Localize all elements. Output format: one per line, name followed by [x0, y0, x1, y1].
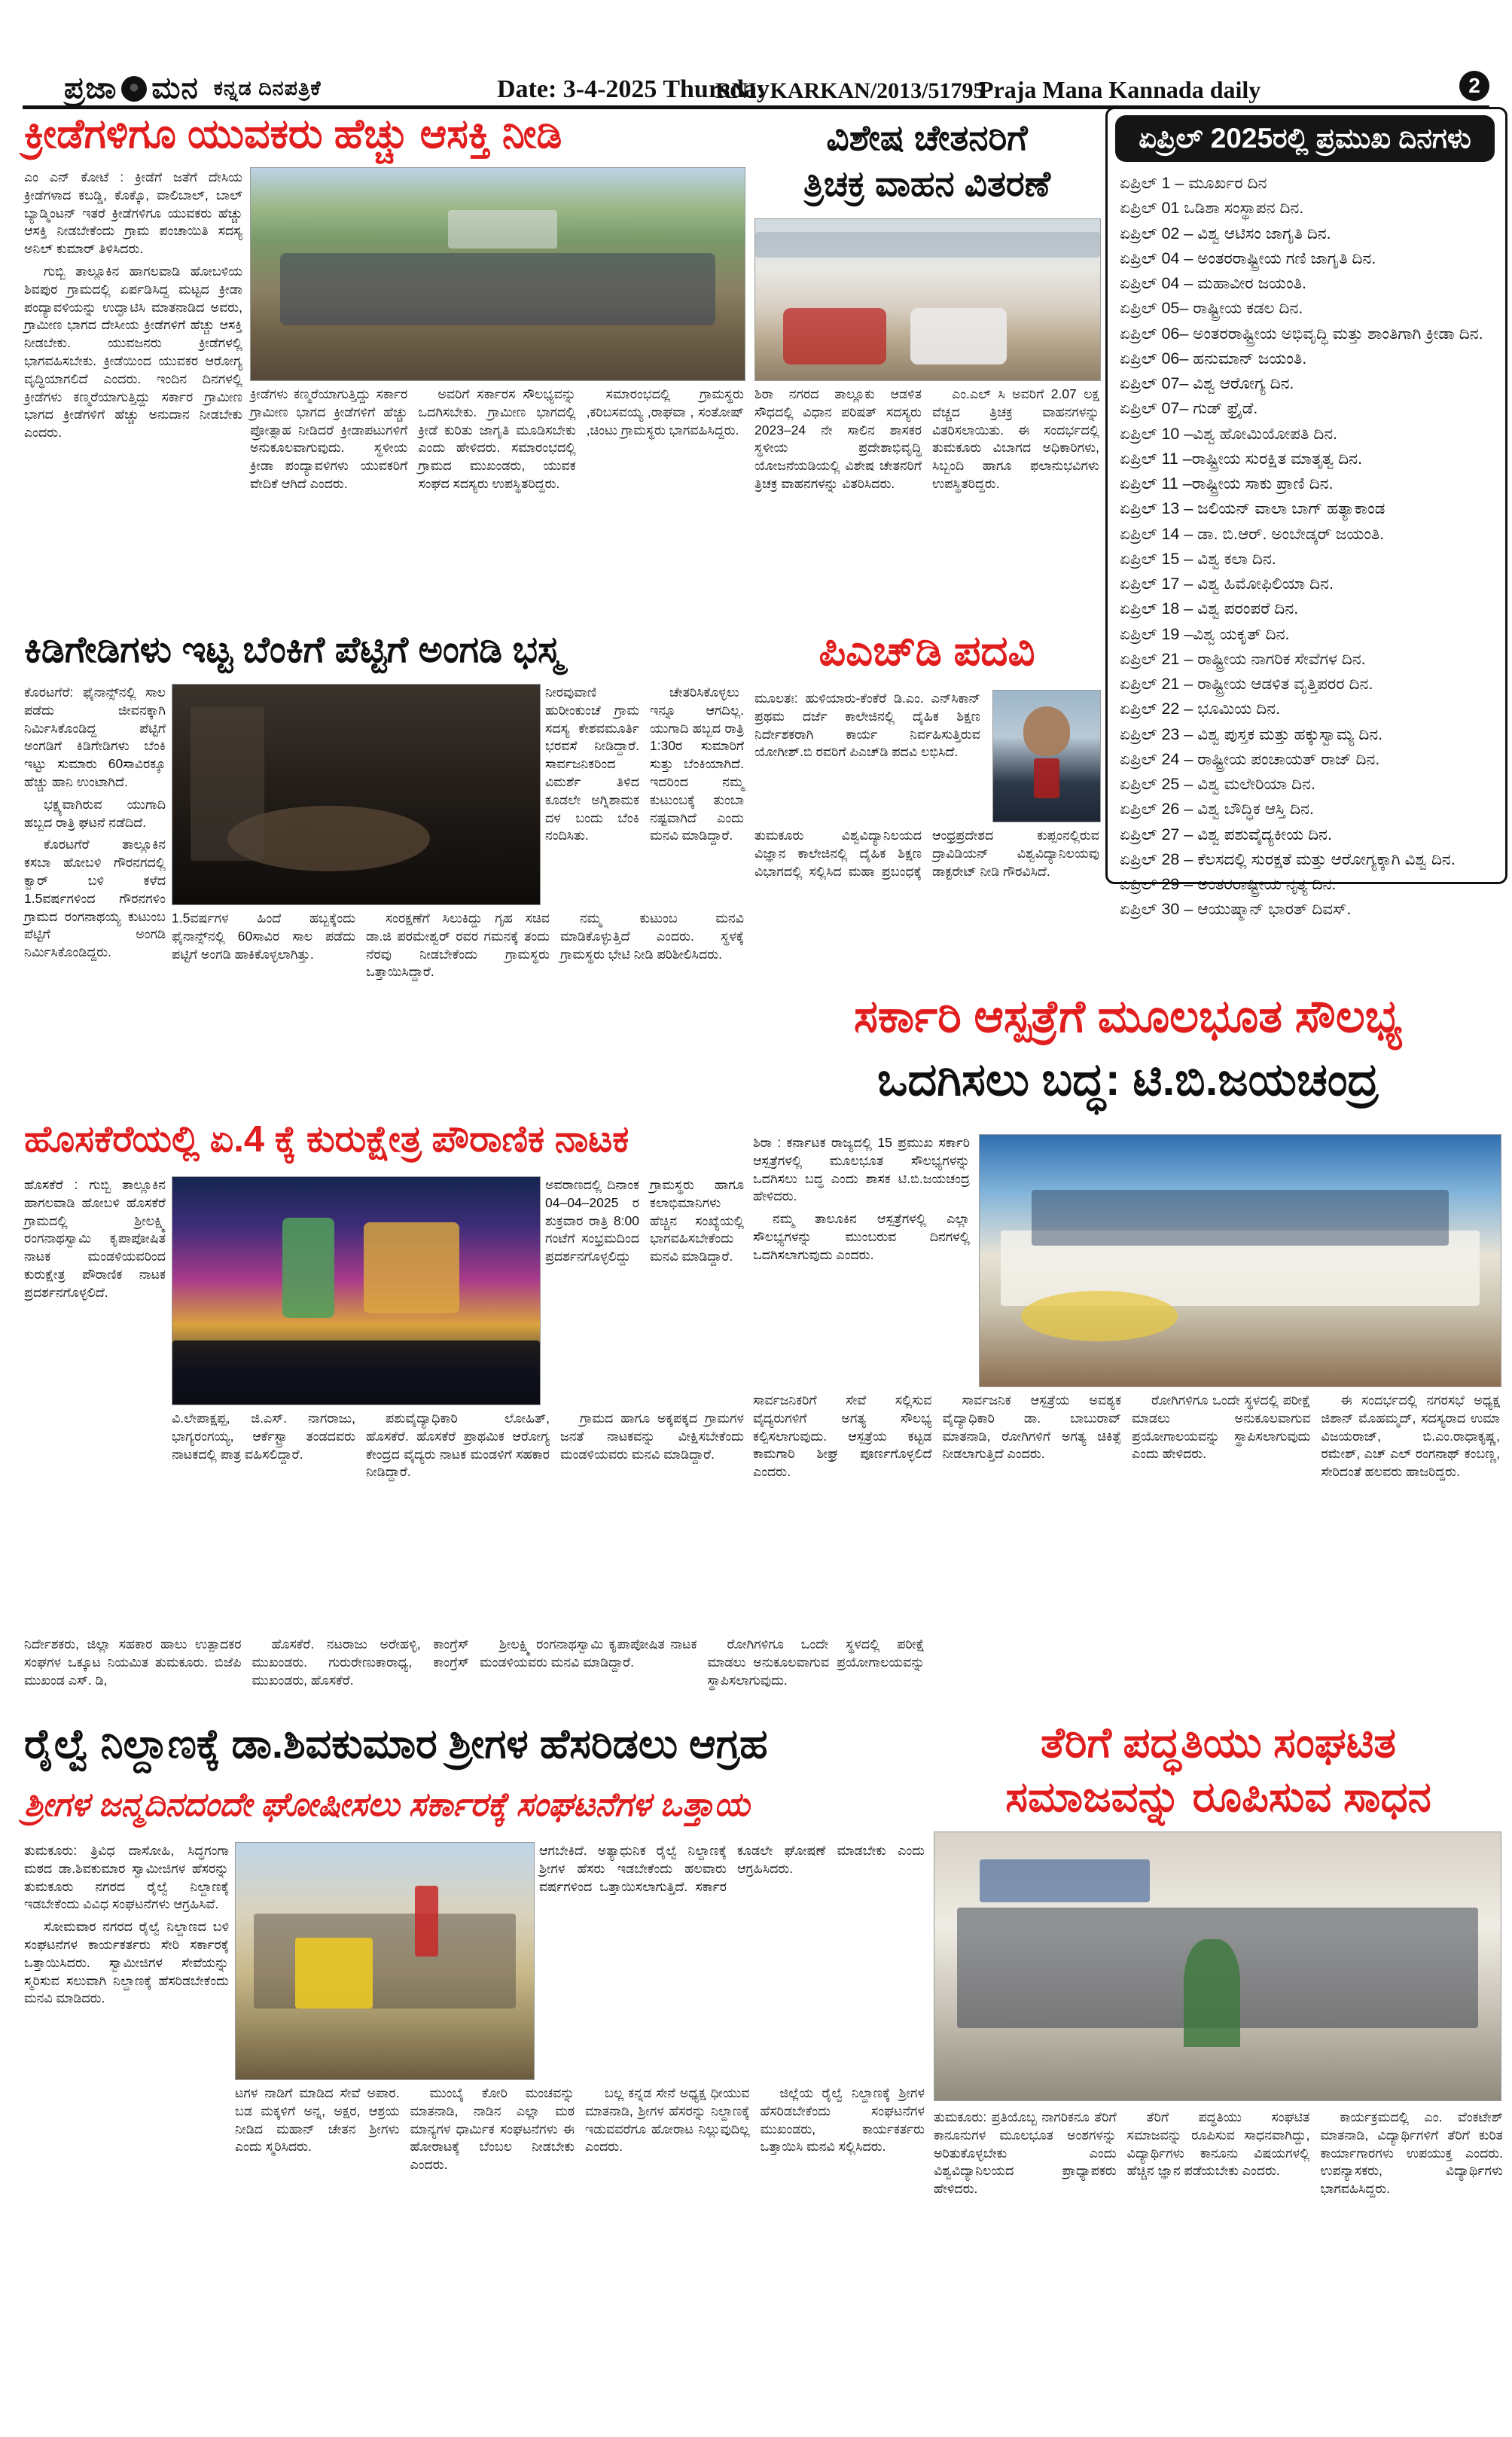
fire-photo: [172, 684, 541, 905]
railway-photo-yellow-banner: [295, 1938, 373, 2008]
drama-photo-set-backdrop: [364, 1222, 459, 1313]
april-day-item: ಏಪ್ರಿಲ್ 18 – ವಿಶ್ವ ಪರಂಪರೆ ದಿನ.: [1120, 599, 1299, 618]
railway-left-column: [24, 1842, 229, 2416]
body-paragraph: ಹೊಸಕೆರೆ : ಗುಬ್ಬಿ ತಾಲ್ಲೂಕಿನ ಹಾಗಲವಾಡಿ ಹೋಬಳಿ ಹೊಸಕೆರೆ ಗ್ರಾಮದಲ್ಲಿ ಶ್ರೀಲಕ್ಷ್ಮಿ ರಂಗನಾಥಸ್ವಾಮಿ ಕೃಪಾಪೋಷಿತ ನಾಟಕ ಮಂಡಳಿಯವರಿಂದ ಕುರುಕ್ಷೇತ್ರ ಪೌರಾಣಿಕ ನಾಟಕ ಪ್ರದರ್ಶನಗೊಳ್ಳಲಿದೆ.: [24, 1177, 166, 1300]
april-day-item: ಏಪ್ರಿಲ್ 27 – ವಿಶ್ವ ಪಶುವೈದ್ಯಕೀಯ ದಿನ.: [1120, 825, 1332, 843]
phd-headline: ಪಿಎಚ್‌ಡಿ ಪದವಿ: [818, 627, 1035, 674]
body-paragraph: ನೀರವುವಾಣಿ ಹುರೀಂಕುಂಚೆ ಗ್ರಾಮ ಸದಸ್ಯ ಕೇಶವಮೂರ್ತಿ ಭರವಸೆ ನೀಡಿದ್ದಾರೆ. ಸಾರ್ವಜನಿಕರಿಂದ ವಿಮರ್ಶೆ ತಿಳಿದ ಕೂಡಲೇ ಅಗ್ನಿಶಾಮಕ ದಳ ಬಂದು ಬೆಂಕಿ ನಂದಿಸಿತು.: [545, 685, 639, 843]
drama-right-columns: [545, 1176, 744, 1404]
hospital-headline-line2: ಒದಗಿಸಲು ಬದ್ಧ: ಟಿ.ಬಿ.ಜಯಚಂದ್ರ: [877, 1054, 1379, 1105]
body-paragraph: ಗ್ರಾಮದ ಹಾಗೂ ಅಕ್ಕಪಕ್ಕದ ಗ್ರಾಮಗಳ ಜನತೆ ನಾಟಕವನ್ನು ವೀಕ್ಷಿಸಬೇಕೆಂದು ಮಂಡಳಿಯವರು ಮನವಿ ಮಾಡಿದ್ದಾರೆ.: [560, 1411, 744, 1462]
body-paragraph: ತುಮಕೂರು: ಪ್ರತಿಯೊಬ್ಬ ನಾಗರಿಕನೂ ತೆರಿಗೆ ಕಾನೂನುಗಳ ಮೂಲಭೂತ ಅಂಶಗಳನ್ನು ಅರಿತುಕೊಳ್ಳಬೇಕು ಎಂದು ವಿಶ್ವವಿದ್ಯಾನಿಲಯದ ಪ್ರಾಧ್ಯಾಪಕರು ಹೇಳಿದರು.: [934, 2109, 1117, 2197]
fire-right-columns: [545, 684, 744, 904]
body-paragraph: ಎಂ.ಎಲ್ ಸಿ ಅವರಿಗೆ 2.07 ಲಕ್ಷ ವೆಚ್ಚದ ತ್ರಿಚಕ್ರ ವಾಹನಗಳನ್ನು ವಿತರಿಸಲಾಯಿತು. ಈ ಸಂದರ್ಭದಲ್ಲಿ ತುಮಕೂರು ವಿಬಾಗದ ಅಧಿಕಾರಿಗಳು, ಸಿಬ್ಬಂದಿ ಹಾಗೂ ಫಲಾನುಭವಿಗಳು ಉಪಸ್ಥಿತರಿದ್ದರು.: [932, 386, 1099, 491]
hospital-lead-column: [753, 1134, 970, 1386]
phd-body-top: [754, 690, 980, 822]
body-paragraph: ಚೇತರಿಸಿಕೊಳ್ಳಲು ಇನ್ನೂ ಆಗದಿಲ್ಲ. ಯುಗಾದಿ ಹಬ್ಬದ ರಾತ್ರಿ 1:30ರ ಸುಮಾರಿಗೆ ಸುತ್ತು ಬೆಂಕಿಯಾಗಿದೆ. ಇದರಿಂದ ನಮ್ಮ ಕುಟುಂಬಕ್ಕೆ ತುಂಬಾ ನಷ್ಟವಾಗಿದೆ ಎಂದು ಮನವಿ ಮಾಡಿದ್ದಾರೆ.: [650, 685, 744, 843]
drama-bottom-columns: [172, 1410, 744, 1631]
body-paragraph: ಅವರಾಣದಲ್ಲಿ ದಿನಾಂಕ 04–04–2025 ರ ಶುಕ್ರವಾರ ರಾತ್ರಿ 8:00 ಗಂಟೆಗೆ ಸಂಭ್ರಮದಿಂದ ಪ್ರದರ್ಶನಗೊಳ್ಳಲಿದ್ದು ಗ್ರಾಮಸ್ಥರು ಹಾಗೂ ಕಲಾಭಿಮಾನಿಗಳು ಹೆಚ್ಚಿನ ಸಂಖ್ಯೆಯಲ್ಲಿ ಭಾಗವಹಿಸಬೇಕೆಂದು ಮನವಿ ಮಾಡಿದ್ದಾರೆ.: [545, 1177, 744, 1264]
body-paragraph: ಕ್ರೀಡೆಗಳು ಕಣ್ಮರೆಯಾಗುತ್ತಿದ್ದು ಸರ್ಕಾರ ಗ್ರಾಮೀಣ ಭಾಗದ ಕ್ರೀಡೆಗಳಿಗೆ ಹೆಚ್ಚು ಪ್ರೋತ್ಸಾಹ ನೀಡಿದರೆ ಕ್ರೀಡಾಪಟುಗಳಿಗೆ ಅನುಕೂಲವಾಗುವುದು. ಸ್ಥಳೀಯ ಕ್ರೀಡಾ ಪಂದ್ಯಾವಳಿಗಳು ಯುವಕರಿಗೆ ವೇದಿಕೆ ಆಗಿದೆ ಎಂದರು.: [250, 386, 408, 491]
railway-right-columns: [539, 1842, 925, 2079]
body-paragraph: ತುಮಕೂರು: ತ್ರಿವಿಧ ದಾಸೋಹಿ, ಸಿದ್ಧಗಂಗಾ ಮಠದ ಡಾ.ಶಿವಕುಮಾರ ಸ್ವಾಮೀಜಿಗಳ ಹೆಸರನ್ನು ತುಮಕೂರು ನಗರದ ರೈಲ್ವೆ ನಿಲ್ದಾಣಕ್ಕೆ ಇಡಬೇಕೆಂದು ವಿವಿಧ ಸಂಘಟನೆಗಳು ಆಗ್ರಹಿಸಿವೆ.: [24, 1843, 229, 1912]
sports-photo: [250, 167, 745, 381]
april-day-item: ಏಪ್ರಿಲ್ 14 – ಡಾ. ಬಿ.ಆರ್. ಅಂಬೇಡ್ಕರ್ ಜಯಂತಿ.: [1120, 524, 1385, 543]
april-day-item: ಏಪ್ರಿಲ್ 05– ರಾಷ್ಟ್ರೀಯ ಕಡಲ ದಿನ.: [1120, 299, 1303, 318]
april-day-item: ಏಪ್ರಿಲ್ 28 – ಕೆಲಸದಲ್ಲಿ ಸುರಕ್ಷತೆ ಮತ್ತು ಆರೋಗ್ಯಕ್ಕಾಗಿ ವಿಶ್ವ ದಿನ.: [1120, 849, 1456, 868]
trichakra-photo-red-scooter: [783, 308, 886, 364]
body-paragraph: ಕೊರಟಗೆರೆ ತಾಲ್ಲೂಕಿನ ಕಸಬಾ ಹೋಬಳಿ ಗೌರನಗದಲ್ಲಿ ಕ್ವಾರ್ ಬಳಿ ಕಳೆದ 1.5ವರ್ಷಗಳಿಂದ ಗೌರನಗಳಿಂ ಗ್ರಾಮದ ರಂಗನಾಥಯ್ಯ ಕುಟುಂಬ ಪೆಟ್ಟಿಗೆ ಅಂಗಡಿ ನಿರ್ಮಿಸಿಕೊಂಡಿದ್ದರು.: [24, 837, 166, 960]
body-paragraph: ಶಿರಾ ನಗರದ ತಾಲ್ಲೂಕು ಆಡಳಿತ ಸೌಧದಲ್ಲಿ ವಿಧಾನ ಪರಿಷತ್ ಸದಸ್ಯರು 2023–24 ನೇ ಸಾಲಿನ ಶಾಸಕರ ಸ್ಥಳೀಯ ಪ್ರದೇಶಾಭಿವೃದ್ಧಿ ಯೋಜನೆಯಡಿಯಲ್ಲಿ ವಿಶೇಷ ಚೇತನರಿಗೆ ತ್ರಿಚಕ್ರ ವಾಹನಗಳನ್ನು ವಿತರಿಸಿದರು.: [754, 386, 922, 491]
april-day-item: ಏಪ್ರಿಲ್ 29 – ಅಂತರರಾಷ್ಟ್ರೀಯ ನೃತ್ಯ ದಿನ.: [1120, 875, 1337, 893]
body-paragraph: ಸಾರ್ವಜನಿಕ ಆಸ್ಪತ್ರೆಯ ಅವಶ್ಯಕ ವೈದ್ಯಾಧಿಕಾರಿ ಡಾ. ಬಾಬುರಾವ್ ಮಾತನಾಡಿ, ರೋಗಿಗಳಿಗೆ ಅಗತ್ಯ ಚಿಕಿತ್ಸೆ ನೀಡಲಾಗುತ್ತಿದೆ ಎಂದರು.: [942, 1392, 1121, 1462]
april-day-item: ಏಪ್ರಿಲ್ 01 ಒಡಿಶಾ ಸಂಸ್ಥಾಪನ ದಿನ.: [1120, 199, 1304, 218]
april-day-item: ಏಪ್ರಿಲ್ 04 – ಮಹಾವೀರ ಜಯಂತಿ.: [1120, 274, 1306, 292]
fire-photo-charred-wall: [191, 706, 264, 860]
body-paragraph: ಕೊರಟಗೆರೆ: ಫೈನಾನ್ಸ್‌ನಲ್ಲಿ ಸಾಲ ಪಡೆದು ಜೀವನಕ್ಕಾಗಿ ನಿರ್ಮಿಸಿಕೊಂಡಿದ್ದ ಪೆಟ್ಟಿಗೆ ಅಂಗಡಿಗೆ ಕಿಡಿಗೇಡಿಗಳು ಬೆಂಕಿ ಇಟ್ಟು ಸುಮಾರು 60ಸಾವಿರಕ್ಕೂ ಹೆಚ್ಚು ಹಾನಿ ಉಂಟಾಗಿದೆ.: [24, 685, 166, 789]
body-paragraph: ವಿ.ಲೇಪಾಕ್ಷಪ್ಪ, ಜಿ.ಎಸ್. ನಾಗರಾಜು, ಭಾಗ್ಯರಂಗಯ್ಯ, ಆರ್ಕೆಸ್ಟ್ರಾ ತಂಡದವರು ನಾಟಕದಲ್ಲಿ ಪಾತ್ರ ವಹಿಸಲಿದ್ದಾರೆ.: [172, 1411, 355, 1462]
masthead-emblem-icon: [121, 76, 147, 102]
body-paragraph: ಗುಬ್ಬಿ ತಾಲ್ಲೂಕಿನ ಹಾಗಲವಾಡಿ ಹೋಬಳಿಯ ಶಿವಪುರ ಗ್ರಾಮದಲ್ಲಿ ಏರ್ಪಡಿಸಿದ್ದ ಮಟ್ಟದ ಕ್ರೀಡಾ ಪಂದ್ಯಾವಳಿಯನ್ನು ಉದ್ಘಾಟಿಸಿ ಮಾತನಾಡಿದ ಅವರು, ಗ್ರಾಮೀಣ ಭಾಗದ ದೇಸೀಯ ಕ್ರೀಡೆಗಳಿಗೆ ಹೆಚ್ಚು ಆಸಕ್ತಿ ನೀಡಬೇಕು. ಯುವಜನರು ಕ್ರೀಡೆಗಳಲ್ಲಿ ಭಾಗವಹಿಸಬೇಕು. ಕ್ರೀಡೆಯಿಂದ ಯುವಕರ ಆರೋಗ್ಯ ವೃದ್ಧಿಯಾಗಲಿದೆ ಎಂದರು. ಇಂದಿನ ದಿನಗಳಲ್ಲಿ ಕ್ರೀಡೆಗಳು ಕಣ್ಮರೆಯಾಗುತ್ತಿದ್ದು ಸರ್ಕಾರ ಗ್ರಾಮೀಣ ಭಾಗದ ಕ್ರೀಡೆಗಳಿಗೆ ಹೆಚ್ಚು ಅನುದಾನ ನೀಡಬೇಕು ಎಂದರು.: [24, 263, 242, 441]
hospital-photo: [979, 1134, 1501, 1387]
body-paragraph: ರೋಗಿಗಳಿಗೂ ಒಂದೇ ಸ್ಥಳದಲ್ಲಿ ಪರೀಕ್ಷೆ ಮಾಡಲು ಅನುಕೂಲವಾಗುವ ಪ್ರಯೋಗಾಲಯವನ್ನು ಸ್ಥಾಪಿಸಲಾಗುವುದು ಎಂದು ಹೇಳಿದರು.: [1132, 1392, 1311, 1462]
tax-headline-line2: ಸಮಾಜವನ್ನು ರೂಪಿಸುವ ಸಾಧನ: [1005, 1773, 1431, 1820]
april-day-item: ಏಪ್ರಿಲ್ 25 – ವಿಶ್ವ ಮಲೇರಿಯಾ ದಿನ.: [1120, 775, 1315, 793]
tax-headline-line1: ತೆರಿಗೆ ಪದ್ಧತಿಯು ಸಂಘಟಿತ: [1040, 1719, 1397, 1766]
body-paragraph: ಆಗಬೇಕಿದೆ. ಅತ್ಯಾಧುನಿಕ ರೈಲ್ವೆ ನಿಲ್ದಾಣಕ್ಕೆ ಶ್ರೀಗಳ ಹೆಸರು ಇಡಬೇಕೆಂದು ಹಲವಾರು ವರ್ಷಗಳಿಂದ ಒತ್ತಾಯಿಸಲಾಗುತ್ತಿದೆ. ಸರ್ಕಾರ ಕೂಡಲೇ ಘೋಷಣೆ ಮಾಡಬೇಕು ಎಂದು ಆಗ್ರಹಿಸಿದರು.: [539, 1843, 925, 1894]
tax-body-columns: [934, 2109, 1503, 2416]
body-paragraph: ಮುಂಬೈ ಕೋರಿ ಮಂಚವನ್ನು ಮಾತನಾಡಿ, ನಾಡಿನ ಎಲ್ಲಾ ಮಠ ಮಾನ್ಯಗಳ ಧಾರ್ಮಿಕ ಸಂಘಟನೆಗಳು ಈ ಹೋರಾಟಕ್ಕೆ ಬೆಂಬಲ ನೀಡಬೇಕು ಎಂದರು.: [410, 2085, 575, 2173]
body-paragraph: ಭಕ್ಷ್ಯವಾಗಿರುವ ಯುಗಾದಿ ಹಬ್ಬದ ರಾತ್ರಿ ಘಟನೆ ನಡೆದಿದೆ.: [24, 796, 166, 830]
april-day-item: ಏಪ್ರಿಲ್ 22 – ಭೂಮಿಯ ದಿನ.: [1120, 700, 1281, 718]
body-paragraph: ಹೊಸಕೆರೆ. ನಟರಾಜು ಅರೇಹಳ್ಳಿ, ಕಾಂಗ್ರೆಸ್ ಮುಖಂಡರು. ಗುರುರೇಣುಕಾರಾಧ್ಯ, ಕಾಂಗ್ರೆಸ್ ಮುಖಂಡರು, ಹೊಸಕೆರೆ.: [251, 1636, 469, 1688]
april-day-item: ಏಪ್ರಿಲ್ 11 –ರಾಷ್ಟ್ರೀಯ ಸಾಕು ಪ್ರಾಣಿ ದಿನ.: [1120, 474, 1334, 493]
body-paragraph: ಸಾರ್ವಜನಿಕರಿಗೆ ಸೇವೆ ಸಲ್ಲಿಸುವ ವೈದ್ಯರುಗಳಿಗೆ ಅಗತ್ಯ ಸೌಲಭ್ಯ ಕಲ್ಪಿಸಲಾಗುವುದು. ಆಸ್ಪತ್ರೆಯ ಕಟ್ಟಡ ಕಾಮಗಾರಿ ಶೀಘ್ರ ಪೂರ್ಣಗೊಳ್ಳಲಿದೆ ಎಂದರು.: [753, 1392, 932, 1480]
phd-portrait-tie: [1034, 758, 1059, 798]
april-days-box: [1105, 107, 1507, 919]
drama-tail-columns: [24, 1636, 925, 1716]
body-paragraph: ಪಶುವೈದ್ಯಾಧಿಕಾರಿ ಲೋಹಿತ್, ಹೊಸಕೆರೆ. ಹೊಸಕೆರೆ ಪ್ರಾಥಮಿಕ ಆರೋಗ್ಯ ಕೇಂದ್ರದ ವೈದ್ಯರು ನಾಟಕ ಮಂಡಳಿಗೆ ಸಹಕಾರ ನೀಡಿದ್ದಾರೆ.: [366, 1411, 550, 1480]
sports-lead-column: [24, 169, 242, 630]
phd-portrait-photo: [992, 690, 1101, 822]
trichakra-body-columns: [754, 386, 1099, 630]
april-day-item: ಏಪ್ರಿಲ್ 10 –ವಿಶ್ವ ಹೋಮಿಯೋಪತಿ ದಿನ.: [1120, 424, 1338, 443]
april-day-item: ಏಪ್ರಿಲ್ 07– ವಿಶ್ವ ಆರೋಗ್ಯ ದಿನ.: [1120, 374, 1294, 392]
masthead-logo: [64, 72, 322, 105]
railway-photo-red-flag: [415, 1886, 439, 1957]
body-paragraph: ಕಾರ್ಯಕ್ರಮದಲ್ಲಿ ಎಂ. ವೆಂಕಟೇಶ್ ಮಾತನಾಡಿ, ವಿದ್ಯಾರ್ಥಿಗಳಿಗೆ ತೆರಿಗೆ ಕುರಿತ ಕಾರ್ಯಾಗಾರಗಳು ಉಪಯುಕ್ತ ಎಂದರು. ಉಪನ್ಯಾಸಕರು, ವಿದ್ಯಾರ್ಥಿಗಳು ಭಾಗವಹಿಸಿದ್ದರು.: [1320, 2109, 1503, 2197]
drama-photo-audience: [172, 1341, 540, 1405]
tax-photo: [934, 1832, 1501, 2101]
body-paragraph: ನಮ್ಮ ತಾಲೂಕಿನ ಆಸ್ಪತ್ರೆಗಳಲ್ಲಿ ಎಲ್ಲಾ ಸೌಲಭ್ಯಗಳನ್ನು ಮುಂಬರುವ ದಿನಗಳಲ್ಲಿ ಒದಗಿಸಲಾಗುವುದು ಎಂದರು.: [753, 1211, 970, 1262]
april-day-item: ಏಪ್ರಿಲ್ 07– ಗುಡ್ ಫ್ರೈಡೆ.: [1120, 399, 1258, 418]
sports-body-columns: [250, 386, 744, 630]
body-paragraph: ಎಂ ಎನ್ ಕೋಟೆ : ಕ್ರೀಡೆಗೆ ಜತೆಗೆ ದೇಸಿಯ ಕ್ರೀಡೆಗಳಾದ ಕಬಡ್ಡಿ, ಕೊಕ್ಕೊ, ವಾಲಿಬಾಲ್, ಬಾಲ್ ಬ್ಯಾಡ್ಮಿಂಟನ್ ಇತರೆ ಕ್ರೀಡೆಗಳಿಗೂ ಯುವಕರು ಹೆಚ್ಚು ಆಸಕ್ತಿ ನೀಡಬೇಕೆಂದು ಗ್ರಾಮ ಪಂಚಾಯಿತಿ ಸದಸ್ಯ ಅನಿಲ್ ಕುಮಾರ್ ತಿಳಿಸಿದರು.: [24, 169, 242, 257]
april-day-item: ಏಪ್ರಿಲ್ 13 – ಜಲಿಯನ್ ವಾಲಾ ಬಾಗ್ ಹತ್ಯಾಕಾಂಡ: [1120, 499, 1385, 518]
april-day-item: ಏಪ್ರಿಲ್ 26 – ವಿಶ್ವ ಬೌದ್ಧಿಕ ಆಸ್ತಿ ದಿನ.: [1120, 800, 1314, 819]
fire-headline: ಕಿಡಿಗೇಡಿಗಳು ಇಟ್ಟ ಬೆಂಕಿಗೆ ಪೆಟ್ಟಿಗೆ ಅಂಗಡಿ ಭಸ್ಮ: [24, 630, 562, 670]
masthead-subtitle: ಕನ್ನಡ ದಿನಪತ್ರಿಕೆ: [213, 76, 322, 99]
body-paragraph: 1.5ವರ್ಷಗಳ ಹಿಂದೆ ಹಬ್ಬಕ್ಕೆಂದು ಫೈನಾನ್ಸ್‌ನಲ್ಲಿ 60ಸಾವಿರ ಸಾಲ ಪಡೆದು ಪಟ್ಟಿಗೆ ಅಂಗಡಿ ಹಾಕಿಕೊಳ್ಳಲಾಗಿತ್ತು.: [172, 910, 355, 962]
april-day-item: ಏಪ್ರಿಲ್ 06– ಅಂತರರಾಷ್ಟ್ರೀಯ ಅಭಿವೃದ್ಧಿ ಮತ್ತು ಶಾಂತಿಗಾಗಿ ಕ್ರೀಡಾ ದಿನ.: [1120, 324, 1483, 343]
body-paragraph: ಸಮಾರಂಭದಲ್ಲಿ ಗ್ರಾಮಸ್ಥರು ,ಕರಿಬಸವಯ್ಯ ,ರಾಘವಾ , ಸಂತೋಷ್ ,ಚಿಂಟು ಗ್ರಾಮಸ್ಥರು ಭಾಗವಹಿಸಿದ್ದರು.: [586, 386, 744, 438]
railway-photo-crowd: [254, 1914, 516, 2008]
april-day-item: ಏಪ್ರಿಲ್ 23 – ವಿಶ್ವ ಪುಸ್ತಕ ಮತ್ತು ಹಕ್ಕುಸ್ವಾಮ್ಯ ದಿನ.: [1120, 724, 1383, 743]
body-paragraph: ಮೂಲತಃ: ಹುಳಿಯಾರು-ಕೆಂಕೆರೆ ಡಿ.ಎಂ. ಎನ್‌ಸಿಕಾನ್ ಪ್ರಥಮ ದರ್ಜೆ ಕಾಲೇಜಿನಲ್ಲಿ ದೈಹಿಕ ಶಿಕ್ಷಣ ನಿರ್ದೇಶಕರಾಗಿ ಕಾರ್ಯ ನಿರ್ವಹಿಸುತ್ತಿರುವ ಯೋಗೀಶ್.ಬಿ ರವರಿಗೆ ಪಿಎಚ್‌ಡಿ ಪದವಿ ಲಭಿಸಿದೆ.: [754, 691, 980, 760]
tax-photo-banner: [980, 1859, 1150, 1902]
body-paragraph: ತೆರಿಗೆ ಪದ್ಧತಿಯು ಸಂಘಟಿತ ಸಮಾಜವನ್ನು ರೂಪಿಸುವ ಸಾಧನವಾಗಿದ್ದು, ವಿದ್ಯಾರ್ಥಿಗಳು ಕಾನೂನು ವಿಷಯಗಳಲ್ಲಿ ಹೆಚ್ಚಿನ ಜ್ಞಾನ ಪಡೆಯಬೇಕು ಎಂದರು.: [1126, 2109, 1310, 2179]
april-day-item: ಏಪ್ರಿಲ್ 11 –ರಾಷ್ಟ್ರೀಯ ಸುರಕ್ಷಿತ ಮಾತೃತ್ವ ದಿನ.: [1120, 449, 1363, 468]
body-paragraph: ಈ ಸಂದರ್ಭದಲ್ಲಿ ನಗರಸಭೆ ಅಧ್ಯಕ್ಷ ಜಿಶಾನ್ ಮೊಹಮ್ಮದ್, ಸದಸ್ಯರಾದ ಉಮಾ ವಿಜಯರಾಜ್, ಬಿ.ಎಂ.ರಾಧಾಕೃಷ್ಣ, ರಮೇಶ್, ಎಚ್ ಎಲ್ ರಂಗನಾಥ್ ಕಂಬಣ್ಣ, ಸೇರಿದಂತೆ ಹಲವರು ಹಾಜರಿದ್ದರು.: [1321, 1392, 1500, 1480]
body-paragraph: ತುಮಕೂರು ವಿಶ್ವವಿದ್ಯಾನಿಲಯದ ವಿಜ್ಞಾನ ಕಾಲೇಜಿನಲ್ಲಿ ದೈಹಿಕ ಶಿಕ್ಷಣ ವಿಭಾಗದಲ್ಲಿ ಸಲ್ಲಿಸಿದ ಮಹಾ ಪ್ರಬಂಧಕ್ಕೆ ಆಂಧ್ರಪ್ರದೇಶದ ಕುಪ್ಪಂನಲ್ಲಿರುವ ದ್ರಾವಿಡಿಯನ್ ವಿಶ್ವವಿದ್ಯಾನಿಲಯವು ಡಾಕ್ಟರೇಟ್ ನೀಡಿ ಗೌರವಿಸಿದೆ.: [754, 828, 1099, 879]
trichakra-photo-building: [755, 232, 1100, 258]
body-paragraph: ಸೋಮವಾರ ನಗರದ ರೈಲ್ವೆ ನಿಲ್ದಾಣದ ಬಳಿ ಸಂಘಟನೆಗಳ ಕಾರ್ಯಕರ್ತರು ಸೇರಿ ಸರ್ಕಾರಕ್ಕೆ ಒತ್ತಾಯಿಸಿದರು. ಸ್ವಾಮೀಜಿಗಳ ಸೇವೆಯನ್ನು ಸ್ಮರಿಸುವ ಸಲುವಾಗಿ ನಿಲ್ದಾಣಕ್ಕೆ ಹೆಸರಿಡಬೇಕೆಂದು ಮನವಿ ಮಾಡಿದರು.: [24, 1919, 229, 2006]
header-rni: RNI: KARKAN/2013/51795: [715, 78, 985, 103]
masthead-kannada-right: ಮನ: [151, 72, 199, 105]
drama-headline: ಹೊಸಕೆರೆಯಲ್ಲಿ ಏ.4 ಕ್ಕೆ ಕುರುಕ್ಷೇತ್ರ ಪೌರಾಣಿಕ ನಾಟಕ: [24, 1119, 629, 1160]
april-day-item: ಏಪ್ರಿಲ್ 15 – ವಿಶ್ವ ಕಲಾ ದಿನ.: [1120, 549, 1276, 568]
fire-bottom-columns: [172, 910, 744, 1113]
trichakra-headline-line2: ತ್ರಿಚಕ್ರ ವಾಹನ ವಿತರಣೆ: [803, 163, 1050, 204]
body-paragraph: ನಿರ್ದೇಶಕರು, ಜಿಲ್ಲಾ ಸಹಕಾರ ಹಾಲು ಉತ್ಪಾದಕರ ಸಂಘಗಳ ಒಕ್ಕೂಟ ನಿಯಮಿತ ತುಮಕೂರು. ಬಿಜೆಪಿ ಮುಖಂಡ ಎಸ್. ಡಿ,: [24, 1636, 242, 1688]
hospital-photo-people-row: [1032, 1190, 1449, 1245]
trichakra-photo-white-scooter: [910, 308, 1007, 364]
tax-photo-plant: [1184, 1939, 1240, 2046]
body-paragraph: ಬಲ್ಲ ಕನ್ನಡ ಸೇನೆ ಅಧ್ಯಕ್ಷ ಧೀಯುವ ಮಾತನಾಡಿ, ಶ್ರೀಗಳ ಹೆಸರನ್ನು ನಿಲ್ದಾಣಕ್ಕೆ ಇಡುವವರೆಗೂ ಹೋರಾಟ ನಿಲ್ಲುವುದಿಲ್ಲ ಎಂದರು.: [585, 2085, 750, 2155]
header-date: Date: 3-4-2025 Thursday: [497, 75, 770, 103]
railway-headline: ರೈಲ್ವೆ ನಿಲ್ದಾಣಕ್ಕೆ ಡಾ.ಶಿವಕುಮಾರ ಶ್ರೀಗಳ ಹೆಸರಿಡಲು ಆಗ್ರಹ: [24, 1722, 768, 1767]
railway-bottom-columns: [235, 2085, 925, 2416]
april-day-item: ಏಪ್ರಿಲ್ 06– ಹನುಮಾನ್ ಜಯಂತಿ.: [1120, 349, 1307, 368]
april-day-item: ಏಪ್ರಿಲ್ 1 – ಮೂರ್ಖರ ದಿನ: [1120, 174, 1267, 192]
fire-left-column: [24, 684, 166, 1113]
april-box-title: ಏಪ್ರಿಲ್ 2025ರಲ್ಲಿ ಪ್ರಮುಖ ದಿನಗಳು: [1115, 115, 1495, 162]
body-paragraph: ಟಗಳ ನಾಡಿಗೆ ಮಾಡಿದ ಸೇವೆ ಅಪಾರ. ಬಡ ಮಕ್ಕಳಿಗೆ ಅನ್ನ, ಅಕ್ಷರ, ಆಶ್ರಯ ನೀಡಿದ ಮಹಾನ್ ಚೇತನ ಶ್ರೀಗಳು ಎಂದು ಸ್ಮರಿಸಿದರು.: [235, 2085, 400, 2155]
trichakra-headline-line1: ವಿಶೇಷ ಚೇತನರಿಗೆ: [826, 117, 1028, 157]
april-day-item: ಏಪ್ರಿಲ್ 17 – ವಿಶ್ವ ಹಿಮೋಫಿಲಿಯಾ ದಿನ.: [1120, 575, 1334, 593]
sports-photo-crowd: [280, 253, 715, 325]
page-number-badge: 2: [1459, 71, 1489, 101]
april-day-item: ಏಪ್ರಿಲ್ 30 – ಆಯುಷ್ಮಾನ್ ಭಾರತ್ ದಿವಸ್.: [1120, 900, 1352, 919]
body-paragraph: ಜಿಲ್ಲೆಯ ರೈಲ್ವೆ ನಿಲ್ದಾಣಕ್ಕೆ ಶ್ರೀಗಳ ಹೆಸರಿಡಬೇಕೆಂದು ಸಂಘಟನೆಗಳ ಮುಖಂಡರು, ಕಾರ್ಯಕರ್ತರು ಒತ್ತಾಯಿಸಿ ಮನವಿ ಸಲ್ಲಿಸಿದರು.: [760, 2085, 925, 2155]
body-paragraph: ಶಿರಾ : ಕರ್ನಾಟಕ ರಾಜ್ಯದಲ್ಲಿ 15 ಪ್ರಮುಖ ಸರ್ಕಾರಿ ಆಸ್ಪತ್ರೆಗಳಲ್ಲಿ ಮೂಲಭೂತ ಸೌಲಭ್ಯಗಳನ್ನು ಒದಗಿಸಲು ಬದ್ಧ ಎಂದು ಶಾಸಕ ಟಿ.ಬಿ.ಜಯಚಂದ್ರ ಹೇಳಿದರು.: [753, 1135, 970, 1204]
april-day-item: ಏಪ್ರಿಲ್ 19 –ವಿಶ್ವ ಯಕೃತ್ ದಿನ.: [1120, 624, 1290, 643]
body-paragraph: ರೋಗಿಗಳಿಗೂ ಒಂದೇ ಸ್ಥಳದಲ್ಲಿ ಪರೀಕ್ಷೆ ಮಾಡಲು ಅನುಕೂಲವಾಗುವ ಪ್ರಯೋಗಾಲಯವನ್ನು ಸ್ಥಾಪಿಸಲಾಗುವುದು.: [707, 1636, 925, 1688]
april-day-item: ಏಪ್ರಿಲ್ 21 – ರಾಷ್ಟ್ರೀಯ ನಾಗರಿಕ ಸೇವೆಗಳ ದಿನ.: [1120, 649, 1366, 668]
april-day-item: ಏಪ್ರಿಲ್ 04 – ಅಂತರರಾಷ್ಟ್ರೀಯ ಗಣಿ ಜಾಗೃತಿ ದಿನ.: [1120, 249, 1376, 267]
railway-subhead: ಶ್ರೀಗಳ ಜನ್ಮದಿನದಂದೇ ಘೋಷೀಸಲು ಸರ್ಕಾರಕ್ಕೆ ಸಂಘಟನೆಗಳ ಒತ್ತಾಯ: [24, 1786, 750, 1823]
drama-left-column: [24, 1176, 166, 1631]
trichakra-photo: [754, 218, 1101, 381]
header-masthead-english: Praja Mana Kannada daily: [979, 76, 1261, 103]
railway-photo: [235, 1842, 535, 2080]
sports-headline: ಕ್ರೀಡೆಗಳಿಗೂ ಯುವಕರು ಹೆಚ್ಚು ಆಸಕ್ತಿ ನೀಡಿ: [24, 111, 562, 157]
drama-photo: [172, 1176, 541, 1405]
april-days-list: [1120, 171, 1493, 919]
body-paragraph: ಶ್ರೀಲಕ್ಷ್ಮಿ ರಂಗನಾಥಸ್ವಾಮಿ ಕೃಪಾಪೋಷಿತ ನಾಟಕ ಮಂಡಳಿಯವರು ಮನವಿ ಮಾಡಿದ್ದಾರೆ.: [480, 1636, 697, 1670]
drama-photo-krishna-figure: [282, 1218, 334, 1318]
april-day-item: ಏಪ್ರಿಲ್ 21 – ರಾಷ್ಟ್ರೀಯ ಆಡಳಿತ ವೃತ್ತಿಪರರ ದಿನ.: [1120, 675, 1373, 693]
body-paragraph: ಸಂರಕ್ಷಣೆಗೆ ಸಿಲುಕಿದ್ದು ಗೃಹ ಸಚಿವ ಡಾ.ಜಿ ಪರಮೇಶ್ವರ್ ರವರ ಗಮನಕ್ಕೆ ತಂದು ನೆರವು ನೀಡಬೇಕೆಂದು ಗ್ರಾಮಸ್ಥರು ಒತ್ತಾಯಿಸಿದ್ದಾರೆ.: [366, 910, 550, 980]
trichakra-headline: [754, 114, 1099, 206]
body-paragraph: ನಮ್ಮ ಕುಟುಂಬ ಮನವಿ ಮಾಡಿಕೊಳ್ಳುತ್ತಿದೆ ಎಂದರು. ಸ್ಥಳಕ್ಕೆ ಗ್ರಾಮಸ್ಥರು ಭೇಟಿ ನೀಡಿ ಪರಿಶೀಲಿಸಿದರು.: [560, 910, 744, 962]
april-day-item: ಏಪ್ರಿಲ್ 24 – ರಾಷ್ಟ್ರೀಯ ಪಂಚಾಯತ್ ರಾಜ್ ದಿನ.: [1120, 749, 1380, 768]
masthead-kannada-left: ಪ್ರಜಾ: [64, 72, 117, 105]
phd-portrait-face: [1023, 706, 1070, 756]
body-paragraph: ಅವರಿಗೆ ಸರ್ಕಾರಸ ಸೌಲಭ್ಯವನ್ನು ಒದಗಿಸಬೇಕು. ಗ್ರಾಮೀಣ ಭಾಗದಲ್ಲಿ ಕ್ರೀಡೆ ಕುರಿತು ಜಾಗೃತಿ ಮೂಡಿಸಬೇಕು ಎಂದು ಹೇಳಿದರು. ಸಮಾರಂಭದಲ್ಲಿ ಗ್ರಾಮದ ಮುಖಂಡರು, ಯುವಕ ಸಂಘದ ಸದಸ್ಯರು ಉಪಸ್ಥಿತರಿದ್ದರು.: [418, 386, 576, 491]
april-day-item: ಏಪ್ರಿಲ್ 02 – ವಿಶ್ವ ಆಟಿಸಂ ಜಾಗೃತಿ ದಿನ.: [1120, 224, 1331, 242]
sports-photo-sky: [448, 210, 556, 249]
hospital-photo-flowers: [1021, 1291, 1178, 1341]
hospital-headline-line1: ಸರ್ಕಾರಿ ಆಸ್ಪತ್ರೆಗೆ ಮೂಲಭೂತ ಸೌಲಭ್ಯ: [853, 991, 1403, 1042]
